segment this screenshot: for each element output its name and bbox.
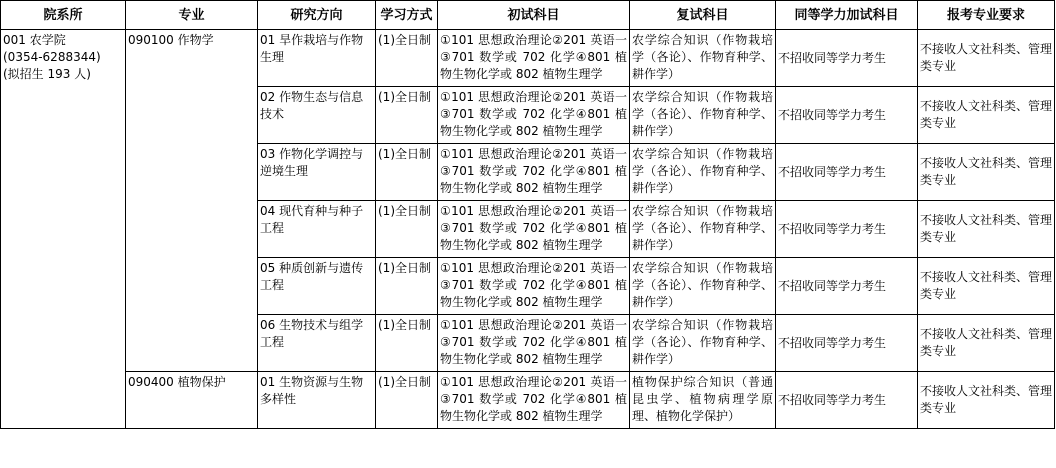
direction-cell: 04 现代育种与种子工程 bbox=[258, 201, 376, 258]
initial-exam-cell: ①101 思想政治理论②201 英语一③701 数学或 702 化学④801 植物生物化学或 802 植物生理学 bbox=[438, 144, 630, 201]
header-initial-exam: 初试科目 bbox=[438, 1, 630, 30]
requirement-cell: 不接收人文社科类、管理类专业 bbox=[918, 87, 1055, 144]
study-mode-cell: (1)全日制 bbox=[376, 315, 438, 372]
retest-cell: 农学综合知识（作物栽培学（各论）、作物育种学、耕作学） bbox=[630, 258, 776, 315]
requirement-cell: 不接收人文社科类、管理类专业 bbox=[918, 30, 1055, 87]
initial-exam-cell: ①101 思想政治理论②201 英语一③701 数学或 702 化学④801 植物生物化学或 802 植物生理学 bbox=[438, 87, 630, 144]
requirement-cell: 不接收人文社科类、管理类专业 bbox=[918, 144, 1055, 201]
retest-cell: 农学综合知识（作物栽培学（各论）、作物育种学、耕作学） bbox=[630, 201, 776, 258]
retest-cell: 农学综合知识（作物栽培学（各论）、作物育种学、耕作学） bbox=[630, 144, 776, 201]
requirement-cell: 不接收人文社科类、管理类专业 bbox=[918, 201, 1055, 258]
header-department: 院系所 bbox=[1, 1, 126, 30]
study-mode-cell: (1)全日制 bbox=[376, 372, 438, 429]
header-major: 专业 bbox=[126, 1, 258, 30]
direction-cell: 01 旱作栽培与作物生理 bbox=[258, 30, 376, 87]
direction-cell: 03 作物化学调控与逆境生理 bbox=[258, 144, 376, 201]
requirement-cell: 不接收人文社科类、管理类专业 bbox=[918, 258, 1055, 315]
initial-exam-cell: ①101 思想政治理论②201 英语一③701 数学或 702 化学④801 植物生物化学或 802 植物生理学 bbox=[438, 372, 630, 429]
study-mode-cell: (1)全日制 bbox=[376, 87, 438, 144]
header-retest: 复试科目 bbox=[630, 1, 776, 30]
extra-exam-cell: 不招收同等学力考生 bbox=[776, 258, 918, 315]
study-mode-cell: (1)全日制 bbox=[376, 144, 438, 201]
header-equivalent-extra: 同等学力加试科目 bbox=[776, 1, 918, 30]
direction-cell: 02 作物生态与信息技术 bbox=[258, 87, 376, 144]
extra-exam-cell: 不招收同等学力考生 bbox=[776, 201, 918, 258]
initial-exam-cell: ①101 思想政治理论②201 英语一③701 数学或 702 化学④801 植物生物化学或 802 植物生理学 bbox=[438, 315, 630, 372]
retest-cell: 农学综合知识（作物栽培学（各论）、作物育种学、耕作学） bbox=[630, 87, 776, 144]
direction-cell: 06 生物技术与组学工程 bbox=[258, 315, 376, 372]
department-cell bbox=[1, 30, 126, 429]
requirement-cell: 不接收人文社科类、管理类专业 bbox=[918, 315, 1055, 372]
requirement-cell: 不接收人文社科类、管理类专业 bbox=[918, 372, 1055, 429]
table-row bbox=[1, 372, 1055, 429]
initial-exam-cell: ①101 思想政治理论②201 英语一③701 数学或 702 化学④801 植物生物化学或 802 植物生理学 bbox=[438, 30, 630, 87]
table-row bbox=[1, 30, 1055, 87]
header-study-mode: 学习方式 bbox=[376, 1, 438, 30]
extra-exam-cell: 不招收同等学力考生 bbox=[776, 144, 918, 201]
study-mode-cell: (1)全日制 bbox=[376, 258, 438, 315]
department-quota: (拟招生 193 人) bbox=[3, 67, 91, 81]
major-cell: 090100 作物学 bbox=[126, 30, 258, 372]
header-row bbox=[1, 1, 1055, 30]
study-mode-cell: (1)全日制 bbox=[376, 30, 438, 87]
extra-exam-cell: 不招收同等学力考生 bbox=[776, 30, 918, 87]
extra-exam-cell: 不招收同等学力考生 bbox=[776, 315, 918, 372]
study-mode-cell: (1)全日制 bbox=[376, 201, 438, 258]
major-cell: 090400 植物保护 bbox=[126, 372, 258, 429]
retest-cell: 农学综合知识（作物栽培学（各论）、作物育种学、耕作学） bbox=[630, 315, 776, 372]
department-phone: (0354-6288344) bbox=[3, 50, 101, 64]
direction-cell: 01 生物资源与生物多样性 bbox=[258, 372, 376, 429]
extra-exam-cell: 不招收同等学力考生 bbox=[776, 372, 918, 429]
initial-exam-cell: ①101 思想政治理论②201 英语一③701 数学或 702 化学④801 植物生物化学或 802 植物生理学 bbox=[438, 201, 630, 258]
department-name: 001 农学院 bbox=[3, 33, 66, 47]
extra-exam-cell: 不招收同等学力考生 bbox=[776, 87, 918, 144]
initial-exam-cell: ①101 思想政治理论②201 英语一③701 数学或 702 化学④801 植物生物化学或 802 植物生理学 bbox=[438, 258, 630, 315]
header-requirement: 报考专业要求 bbox=[918, 1, 1055, 30]
retest-cell: 植物保护综合知识（普通昆虫学、植物病理学原理、植物化学保护） bbox=[630, 372, 776, 429]
direction-cell: 05 种质创新与遗传工程 bbox=[258, 258, 376, 315]
header-direction: 研究方向 bbox=[258, 1, 376, 30]
retest-cell: 农学综合知识（作物栽培学（各论）、作物育种学、耕作学） bbox=[630, 30, 776, 87]
